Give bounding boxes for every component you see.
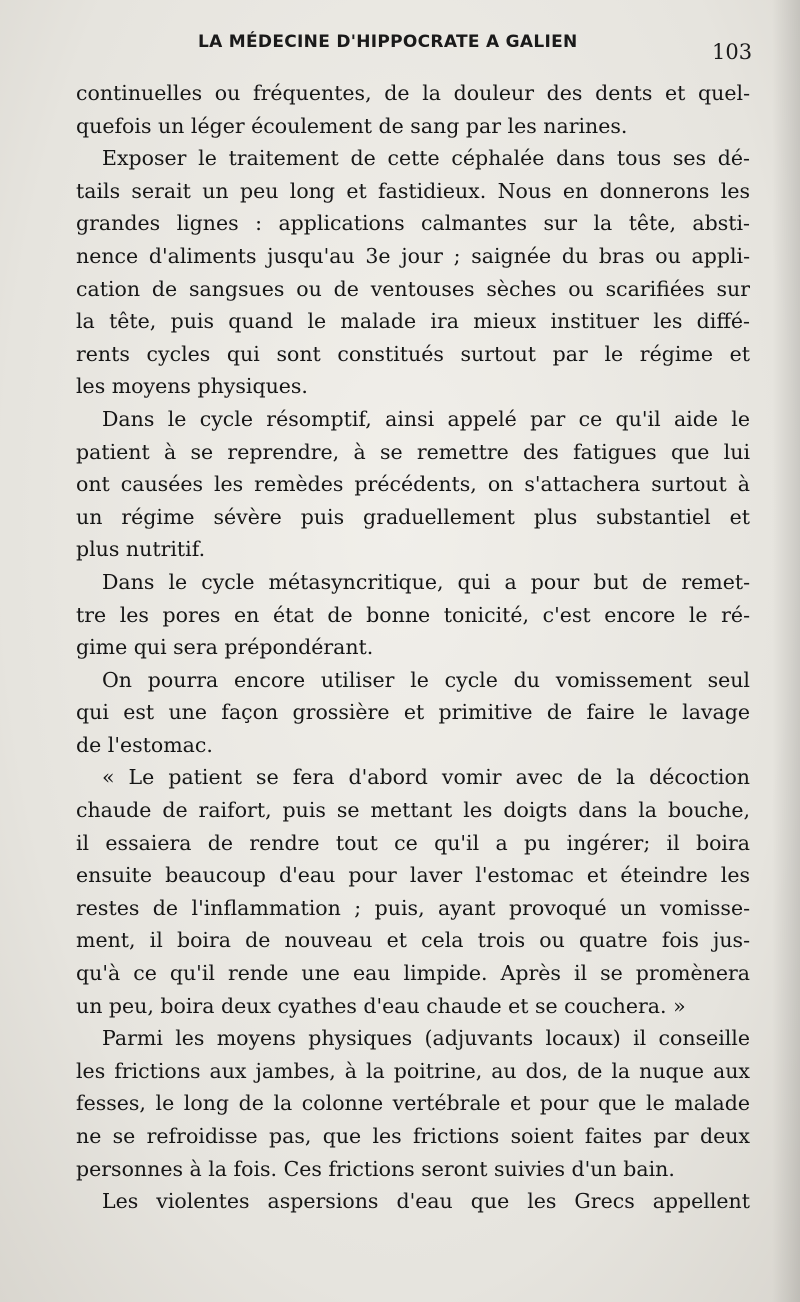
text-line: la tête, puis quand le malade ira mieux instituer les diffé- xyxy=(76,309,750,334)
text-line: il essaiera de rendre tout ce qu'il a pu ingérer; il boira xyxy=(76,830,750,855)
text-line: patient à se reprendre, à se remettre des fatigues que lui xyxy=(76,439,750,464)
text-line: nence d'aliments jusqu'au 3e jour ; saignée du bras ou appli- xyxy=(76,243,750,268)
text-line: Les violentes aspersions d'eau que les Grecs appellent xyxy=(102,1189,750,1214)
text-line: Parmi les moyens physiques (adjuvants locaux) il conseille xyxy=(102,1026,750,1051)
text-line: Dans le cycle résomptif, ainsi appelé par ce qu'il aide le xyxy=(102,406,750,431)
text-line: un peu, boira deux cyathes d'eau chaude et se couchera. » xyxy=(76,993,686,1018)
text-line: quefois un léger écoulement de sang par les narines. xyxy=(76,113,628,138)
text-line: chaude de raifort, puis se mettant les doigts dans la bouche, xyxy=(76,798,750,823)
text-line: restes de l'inflammation ; puis, ayant provoqué un vomisse- xyxy=(76,895,750,920)
text-line: rents cycles qui sont constitués surtout par le régime et xyxy=(76,341,750,366)
text-line: un régime sévère puis graduellement plus substantiel et xyxy=(76,504,750,529)
text-line: continuelles ou fréquentes, de la douleur des dents et quel- xyxy=(76,81,750,105)
text-line: qu'à ce qu'il rende une eau limpide. Après il se promènera xyxy=(76,961,750,986)
running-title: LA MÉDECINE D'HIPPOCRATE A GALIEN xyxy=(198,32,578,52)
text-line: ment, il boira de nouveau et cela trois ou quatre fois jus- xyxy=(76,928,750,953)
text-line: de l'estomac. xyxy=(76,732,213,757)
text-line: Exposer le traitement de cette céphalée dans tous ses dé- xyxy=(102,146,750,171)
text-line: qui est une façon grossière et primitive de faire le lavage xyxy=(76,700,750,725)
text-line: « Le patient se fera d'abord vomir avec de la décoction xyxy=(102,765,750,790)
text-line: les moyens physiques. xyxy=(76,374,308,399)
body-text xyxy=(76,77,750,1218)
text-line: grandes lignes : applications calmantes sur la tête, absti- xyxy=(76,211,750,236)
text-line: ensuite beaucoup d'eau pour laver l'estomac et éteindre les xyxy=(76,863,750,888)
text-line: cation de sangsues ou de ventouses sèches ou scarifiées sur xyxy=(76,276,750,301)
text-line: ont causées les remèdes précédents, on s'attachera surtout à xyxy=(76,472,750,497)
text-line: personnes à la fois. Ces frictions seront suivies d'un bain. xyxy=(76,1156,675,1181)
text-line: ne se refroidisse pas, que les frictions soient faites par deux xyxy=(76,1124,750,1148)
text-line: les frictions aux jambes, à la poitrine, au dos, de la nuque aux xyxy=(76,1058,750,1083)
text-line: tails serait un peu long et fastidieux. Nous en donnerons les xyxy=(76,178,750,203)
text-line: plus nutritif. xyxy=(76,537,206,562)
running-header xyxy=(0,30,800,66)
text-line: On pourra encore utiliser le cycle du vomissement seul xyxy=(102,667,750,692)
text-line: Dans le cycle métasyncritique, qui a pour but de remet- xyxy=(102,569,750,594)
page-number: 103 xyxy=(712,40,753,64)
text-line: tre les pores en état de bonne tonicité, c'est encore le ré- xyxy=(76,602,750,627)
text-line: fesses, le long de la colonne vertébrale et pour que le malade xyxy=(76,1091,750,1116)
text-line: gime qui sera prépondérant. xyxy=(76,635,374,660)
